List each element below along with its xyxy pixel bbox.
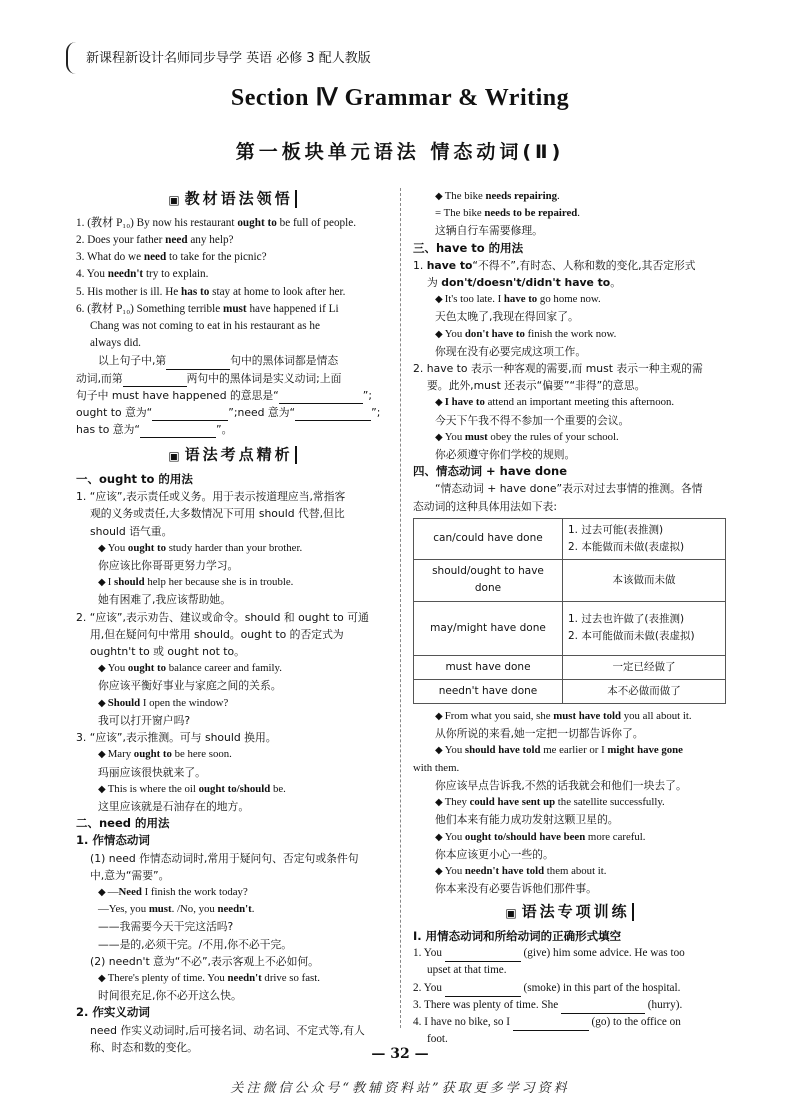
sec2-body: 1. 作情态动词 (1) need 作情态动词时,常用于疑问句、否定句或条件句 中,意为“需要”。 ◆ —Need I finish the work today? —Yes, you must. /No, you needn't. ——我需要今天干完这活吗? ——是的,必须干完。/不用,你不必干完。 (2) needn't 意为“不必”,表示客观上不必如何。 ◆ There's plenty of time. You needn't drive so fast. 时间很充足,你不必开这么快。 2. 作实义动词 need 作实义动词时,后可接名词、动名词、不定式等,有人 称、时态和数的变化。 xyxy=(76,833,365,1054)
page-number: — 32 — xyxy=(371,1046,429,1062)
sec2-title: 二、need 的用法 xyxy=(76,816,170,831)
answer-blank[interactable] xyxy=(513,1018,589,1031)
sec4-intro: “情态动词 + have done”表示对过去事情的推测。各情 态动词的这种具体用法如下表: xyxy=(413,482,703,513)
sentence-6c: always did. xyxy=(90,337,141,350)
blank[interactable] xyxy=(140,425,216,438)
book-icon: ▣ xyxy=(168,192,183,207)
modal-perfect-table xyxy=(413,518,726,704)
running-header: 新课程新设计名师同步导学 英语 必修 3 配人教版 xyxy=(86,51,371,66)
exercise-item: 3. There was plenty of time. She (hurry). xyxy=(413,997,726,1014)
blank[interactable] xyxy=(123,374,187,387)
answer-blank[interactable] xyxy=(445,984,521,997)
book-icon: ▣ xyxy=(168,448,183,463)
right-column xyxy=(413,188,726,1048)
book-icon: ▣ xyxy=(505,905,520,920)
left-column xyxy=(76,188,389,1056)
table-row: needn't have done 本不必做而做了 xyxy=(414,679,726,703)
unit-title: 第一板块单元语法 情态动词(Ⅱ) xyxy=(235,141,565,163)
blank[interactable] xyxy=(279,391,363,404)
table-row: can/could have done 1. 过去可能(表推测) 2. 本能做而未做(表虚拟) xyxy=(414,518,726,559)
need-examples: ◆ The bike needs repairing. = The bike needs to be repaired. 这辆自行车需要修理。 xyxy=(435,190,580,238)
sentence-3: 3. What do we need to take for the picnic? xyxy=(76,251,267,264)
sec4-body: ◆ From what you said, she must have told you all about it. 从你所说的来看,她一定把一切都告诉你了。 ◆ You should have told me earlier or I might have gone with them. 你应该早点告诉我,不然的话我就会和他们一块去了。 ◆ They could have sent up the satellite successfully. 他们本来有能力成功发射这颗卫星的。 ◆ You ought to/should have been more careful. 你本应该更小心一些的。 ◆ You needn't have told them about it. 你本来没有必要告诉他们那件事。 xyxy=(413,710,692,896)
answer-blank[interactable] xyxy=(445,949,521,962)
box-title-textbook: ▣ 教材语法领悟 xyxy=(76,190,389,209)
sentence-1: 1. (教材 P₁₀) By now his restaurant ought to be full of people. xyxy=(76,216,357,229)
exercise-title: Ⅰ. 用情态动词和所给动词的正确形式填空 xyxy=(413,929,622,944)
exercise-item: 1. You (give) him some advice. He was too xyxy=(413,945,726,962)
fill-paragraph: 以上句子中,第 句中的黑体词都是情态 动词,而第 两句中的黑体词是实义动词;上面 句子中 must have happened 的意思是“ ”; ought to 意为“ ”;need 意为“ ”; has to 意为“ ”。 xyxy=(76,352,389,438)
sec3-title: 三、have to 的用法 xyxy=(413,240,524,255)
header-bracket xyxy=(66,42,78,74)
box-title-analysis: ▣ 语法考点精析 xyxy=(76,446,389,465)
sec3-body: 1. have to“不得不”,有时态、人称和数的变化,其否定形式 为 don't/doesn't/didn't have to。 ◆ It's too late. I have to go home now. 天色太晚了,我现在得回家了。 ◆ You don't have to finish the work now. 你现在没有必要完成这项工作。 2. have to 表示一种客观的需要,而 must 表示一种主观的需 要。此外,must 还表示“偏要”“非得”的意思。 ◆ I have to attend an important meeting this afternoon. 今天下午我不得不参加一个重要的会议。 ◆ You must obey the rules of your school. 你必须遵守你们学校的规则。 xyxy=(413,258,703,462)
sentence-6: 6. (教材 P₁₀) Something terrible must have happened if Li xyxy=(76,302,339,315)
textbook-sentences xyxy=(76,215,389,353)
sentence-4: 4. You needn't try to explain. xyxy=(76,268,209,281)
sentence-2: 2. Does your father need any help? xyxy=(76,233,234,246)
sec4-title: 四、情态动词 + have done xyxy=(413,464,568,479)
sec1-title: 一、ought to 的用法 xyxy=(76,472,193,487)
table-row: must have done 一定已经做了 xyxy=(414,655,726,679)
sentence-6b: Chang was not coming to eat in his restaurant as he xyxy=(90,319,320,332)
footer-note: 关注微信公众号“教辅资料站”获取更多学习资料 xyxy=(230,1081,570,1096)
section-title: Section Ⅳ Grammar & Writing xyxy=(230,85,570,111)
answer-blank[interactable] xyxy=(561,1001,645,1014)
exercise-list: 1. You (give) him some advice. He was too upset at that time. 2. You (smoke) in this part of the hospital. 3. There was plenty of time. She (hurry). 4. I have no bike, so I (go) to the office on foot. xyxy=(413,945,726,1048)
table-row: may/might have done 1. 过去也许做了(表推测) 2. 本可能做而未做(表虚拟) xyxy=(414,601,726,655)
column-divider xyxy=(400,188,401,1028)
exercise-item: 4. I have no bike, so I (go) to the office on xyxy=(413,1014,726,1031)
blank[interactable] xyxy=(166,357,230,370)
table-row: should/ought to have done 本该做而未做 xyxy=(414,560,726,601)
sentence-5: 5. His mother is ill. He has to stay at home to look after her. xyxy=(76,285,346,298)
box-title-practice: ▣ 语法专项训练 xyxy=(413,903,726,922)
sec1-body: 1. “应该”,表示责任或义务。用于表示按道理应当,常指客 观的义务或责任,大多数情况下可用 should 代替,但比 should 语气重。 ◆ You ought to study harder than your brother. 你应该比你哥哥更努力学习。 ◆ I should help her because she is in trouble. 她有困难了,我应该帮助她。 2. “应该”,表示劝告、建议或命令。should 和 ought to 可通 用,但在疑问句中常用 should。ought to 的否定式为 oughtn't to 或 ought not to。 ◆ You ought to balance career and family. 你应该平衡好事业与家庭之间的关系。 ◆ Should I open the window? 我可以打开窗户吗? 3. “应该”,表示推测。可与 should 换用。 ◆ Mary ought to be here soon. 玛丽应该很快就来了。 ◆ This is where the oil ought to/should be. 这里应该就是石油存在的地方。 xyxy=(76,490,369,813)
blank[interactable] xyxy=(152,408,228,421)
exercise-item: 2. You (smoke) in this part of the hospital. xyxy=(413,980,726,997)
blank[interactable] xyxy=(295,408,371,421)
